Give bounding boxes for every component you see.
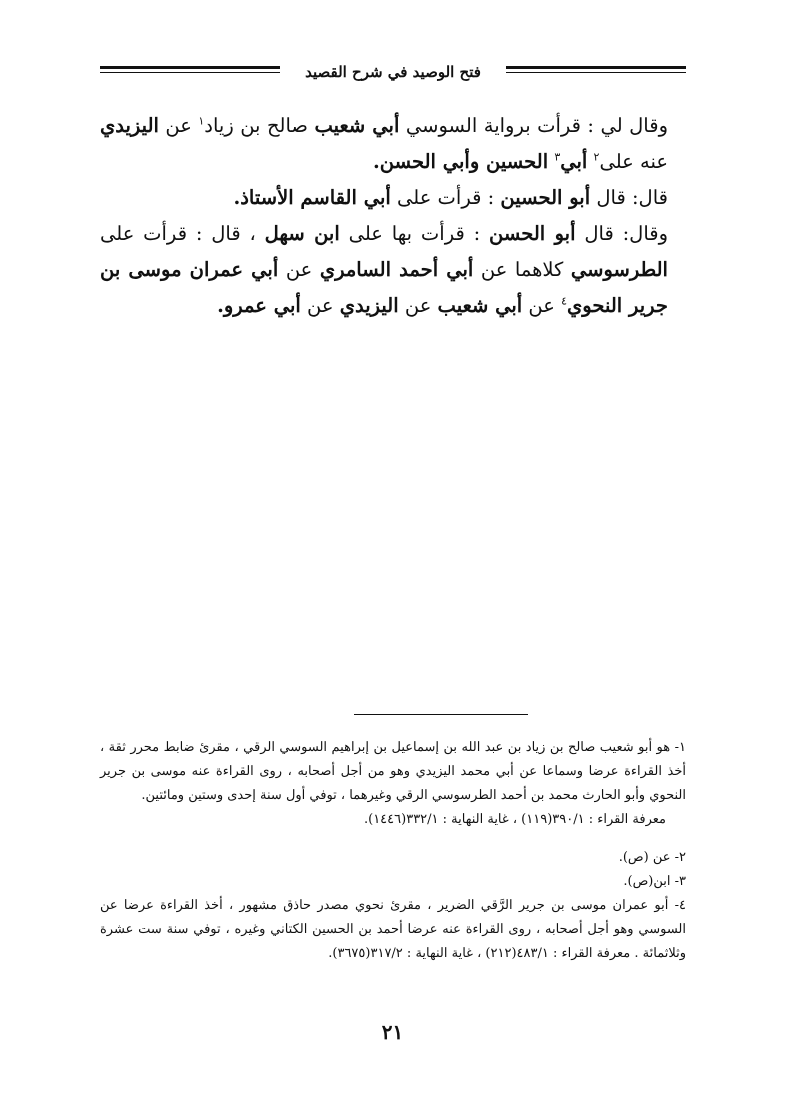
paragraph-1: وقال لي : قرأت برواية السوسي أبي شعيب صالح بن زياد$^١$ عن اليزيدي عنه على$^٢$ أبي$^٣$ الحسين وأبي الحسن. <box>100 114 668 173</box>
footnotes <box>100 736 686 966</box>
running-header <box>100 62 686 82</box>
footnote-ref-4: ٤ <box>561 294 568 308</box>
footnote-2: ٢- عن (ص). <box>618 850 686 865</box>
footnote-ref-3: ٣ <box>554 150 561 164</box>
footnote-1: ١- هو أبو شعيب صالح بن زياد بن عبد الله بن إسماعيل بن إبراهيم السوسي الرقي ، مقرئ ضابط محرر ثقة ، أخذ القراءة عرضا وسماعا عن أبي محمد اليزيدي وهو من أجل أصحابه ، روى القراءة عنه موسى بن جرير النحوي وأبو الحارث محمد بن أحمد الطرسوسي الرقي وغيرهما ، توفي أول سنة إحدى وستين ومائتين. <box>100 740 686 803</box>
paragraph-2: قال: قال أبو الحسين : قرأت على أبي القاسم الأستاذ. <box>233 186 668 209</box>
header-title: فتح الوصيد في شرح القصيد <box>305 63 481 81</box>
footnote-1-reference: معرفة القراء : ٣٩٠/١(١١٩) ، غاية النهاية : ٣٣٢/١(١٤٤٦). <box>363 812 666 827</box>
footnote-ref-2: ٢ <box>593 150 600 164</box>
footnote-4: ٤- أبو عمران موسى بن جرير الرَّقي الضرير ، مقرئ نحوي مصدر حاذق مشهور ، أخذ القراءة عرضا عن السوسي وهو أجل أصحابه ، روى القراءة عنه عرضا أحمد بن الحسين الكتاني وغيره ، توفي سنة ست عشرة وثلاثمائة . معرفة القراء : ٤٨٣/١(٢١٢) ، غاية النهاية : ٣١٧/٢(٣٦٧٥). <box>100 898 686 961</box>
paragraph-3: وقال: قال أبو الحسن : قرأت بها على ابن سهل ، قال : قرأت على الطرسوسي كلاهما عن أبي أحمد السامري عن أبي عمران موسى بن جرير النحوي$^٤$ عن أبي شعيب عن اليزيدي عن أبي عمرو. <box>100 222 668 317</box>
main-text <box>100 108 686 324</box>
header-rule-left <box>100 66 280 73</box>
footnote-3: ٣- ابن(ص). <box>623 874 686 889</box>
footnote-separator <box>354 714 528 715</box>
header-rule-right <box>506 66 686 73</box>
page-number: ٢١ <box>381 1020 404 1044</box>
footnote-ref-1: ١ <box>198 114 205 128</box>
